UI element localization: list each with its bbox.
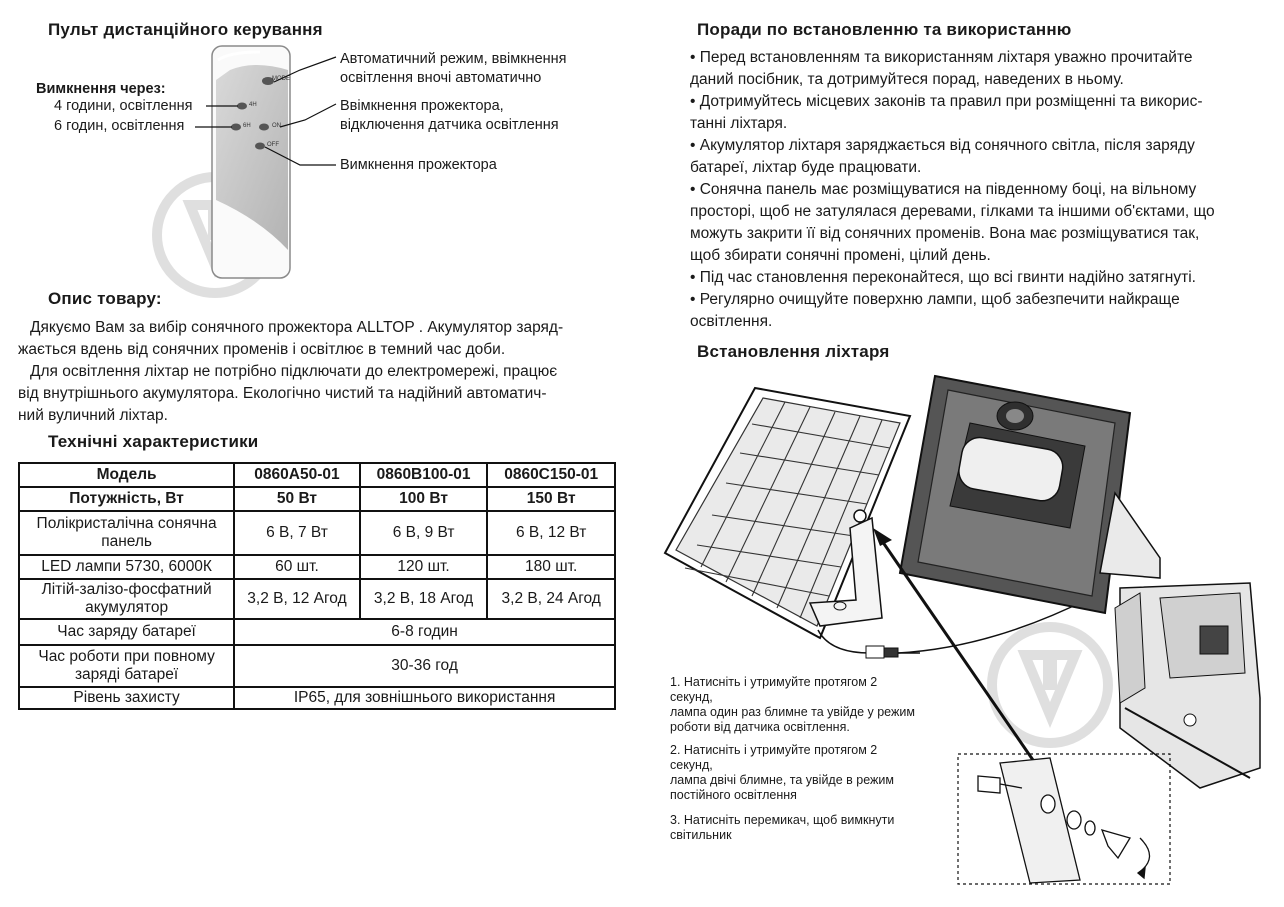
- remote-btn-4h-label: 4H: [249, 102, 257, 108]
- table-cell: Потужність, Вт: [19, 487, 234, 511]
- table-row: [19, 463, 615, 487]
- table-row: [19, 645, 615, 687]
- description-line: ний вуличний ліхтар.: [18, 407, 168, 424]
- table-cell: Літій-залізо-фосфатний акумулятор: [19, 579, 234, 619]
- table-cell: 120 шт.: [360, 555, 488, 579]
- projector-on-line2: відключення датчика освітлення: [340, 117, 559, 133]
- step-line: постійного освітлення: [670, 788, 797, 802]
- table-cell: 3,2 В, 18 Агод: [360, 579, 488, 619]
- table-row: [19, 619, 615, 645]
- floodlight: [900, 376, 1160, 613]
- step-line: 1. Натисніть і утримуйте протягом 2: [670, 675, 878, 689]
- install-step-1: [670, 675, 960, 735]
- auto-mode-label: [340, 50, 567, 88]
- tip-line: даний посібник, та дотримуйтеся порад, наведених в ньому.: [690, 71, 1124, 88]
- off-4h-label: 4 години, освітлення: [54, 98, 193, 114]
- step-line: 3. Натисніть перемикач, щоб вимкнути: [670, 813, 895, 827]
- specs-table: [18, 462, 616, 710]
- table-cell: 150 Вт: [487, 487, 615, 511]
- step-line: лампа один раз блимне та увійде у режим: [670, 705, 915, 719]
- table-cell: 3,2 В, 12 Агод: [234, 579, 360, 619]
- description-line: Дякуємо Вам за вибір сонячного прожектора ALLTOP . Акумулятор заряд-: [30, 319, 564, 336]
- specs-title: Технічні характеристики: [48, 432, 259, 451]
- table-cell: 100 Вт: [360, 487, 488, 511]
- table-cell: 50 Вт: [234, 487, 360, 511]
- table-cell: 0860C150-01: [487, 463, 615, 487]
- remote-btn-6h-label: 6H: [243, 123, 251, 129]
- tip-line: батареї, ліхтар буде працювати.: [690, 159, 922, 176]
- step-line: світильник: [670, 828, 732, 842]
- remote-btn-on-label: ON: [272, 123, 281, 129]
- table-cell: Час роботи при повному заряді батареї: [19, 645, 234, 687]
- table-cell: 6-8 годин: [234, 619, 615, 645]
- table-row: [19, 687, 615, 709]
- table-cell: Рівень захисту: [19, 687, 234, 709]
- table-cell: 180 шт.: [487, 555, 615, 579]
- floodlight-back: [1115, 583, 1260, 788]
- tip-line: щоб збирати сонячні промені, цілий день.: [690, 247, 991, 264]
- watermark-logo: [985, 620, 1115, 750]
- remote-btn-off-label: OFF: [267, 142, 279, 148]
- table-cell: 3,2 В, 24 Агод: [487, 579, 615, 619]
- table-cell: Полікристалічна сонячна панель: [19, 511, 234, 555]
- tip-line: • Акумулятор ліхтаря заряджається від сонячного світла, після заряду: [690, 137, 1195, 154]
- table-cell: 0860A50-01: [234, 463, 360, 487]
- tip-line: • Під час становлення переконайтеся, що всі гвинти надійно затягнуті.: [690, 269, 1196, 286]
- table-row: [19, 487, 615, 511]
- tip-line: • Регулярно очищуйте поверхню лампи, щоб забезпечити найкраще: [690, 291, 1180, 308]
- install-title: Встановлення ліхтаря: [697, 342, 890, 361]
- table-cell: 6 В, 7 Вт: [234, 511, 360, 555]
- tips-list: [690, 47, 1265, 333]
- projector-on-label: [340, 97, 559, 135]
- tip-line: просторі, щоб не затулялася деревами, гілками та іншими об'єктами, що: [690, 203, 1215, 220]
- install-step-2: [670, 743, 960, 803]
- tip-line: • Сонячна панель має розміщуватися на південному боці, на вільному: [690, 181, 1197, 198]
- description-line: від внутрішнього акумулятора. Екологічно чистий та надійний автоматич-: [18, 385, 547, 402]
- step-line: роботи від датчика освітлення.: [670, 720, 850, 734]
- step-line: секунд,: [670, 758, 713, 772]
- description-title: Опис товару:: [48, 289, 162, 308]
- projector-off-label: Вимкнення прожектора: [340, 157, 497, 173]
- tips-title: Поради по встановленню та використанню: [697, 20, 1072, 39]
- tip-line: танні ліхтаря.: [690, 115, 788, 132]
- table-cell: Час заряду батареї: [19, 619, 234, 645]
- auto-mode-line2: освітлення вночі автоматично: [340, 70, 542, 86]
- table-cell: 6 В, 12 Вт: [487, 511, 615, 555]
- table-cell: 60 шт.: [234, 555, 360, 579]
- table-cell: 6 В, 9 Вт: [360, 511, 488, 555]
- table-row: [19, 511, 615, 555]
- step-line: лампа двічі блимне, та увійде в режим: [670, 773, 894, 787]
- remote-leader-lines: [0, 0, 640, 300]
- tip-line: • Перед встановленням та використанням ліхтаря уважно прочитайте: [690, 49, 1193, 66]
- step-line: секунд,: [670, 690, 713, 704]
- tip-line: можуть закрити її від сонячних променів. Вона має розміщуватися так,: [690, 225, 1200, 242]
- off-via-label: Вимкнення через:: [36, 81, 166, 97]
- table-cell: Модель: [19, 463, 234, 487]
- install-step-3: [670, 813, 960, 843]
- tip-line: • Дотримуйтесь місцевих законів та правил при розміщенні та викорис-: [690, 93, 1203, 110]
- remote-btn-mode-label: MODE: [272, 76, 290, 82]
- tip-line: освітлення.: [690, 313, 773, 330]
- projector-on-line1: Ввімкнення прожектора,: [340, 98, 504, 114]
- table-row: [19, 579, 615, 619]
- description-line: жається вдень від сонячних променів і освітлює в темний час доби.: [18, 341, 506, 358]
- table-row: [19, 555, 615, 579]
- step-line: 2. Натисніть і утримуйте протягом 2: [670, 743, 878, 757]
- description-line: Для освітлення ліхтар не потрібно підключати до електромережі, працює: [30, 363, 558, 380]
- table-cell: LED лампи 5730, 6000К: [19, 555, 234, 579]
- table-cell: IP65, для зовнішнього використання: [234, 687, 615, 709]
- description-text: [18, 317, 618, 427]
- table-cell: 0860B100-01: [360, 463, 488, 487]
- remote-title: Пульт дистанційного керування: [48, 20, 323, 39]
- auto-mode-line1: Автоматичний режим, ввімкнення: [340, 51, 567, 67]
- solar-panel: [665, 388, 910, 638]
- off-6h-label: 6 годин, освітлення: [54, 118, 185, 134]
- table-cell: 30-36 год: [234, 645, 615, 687]
